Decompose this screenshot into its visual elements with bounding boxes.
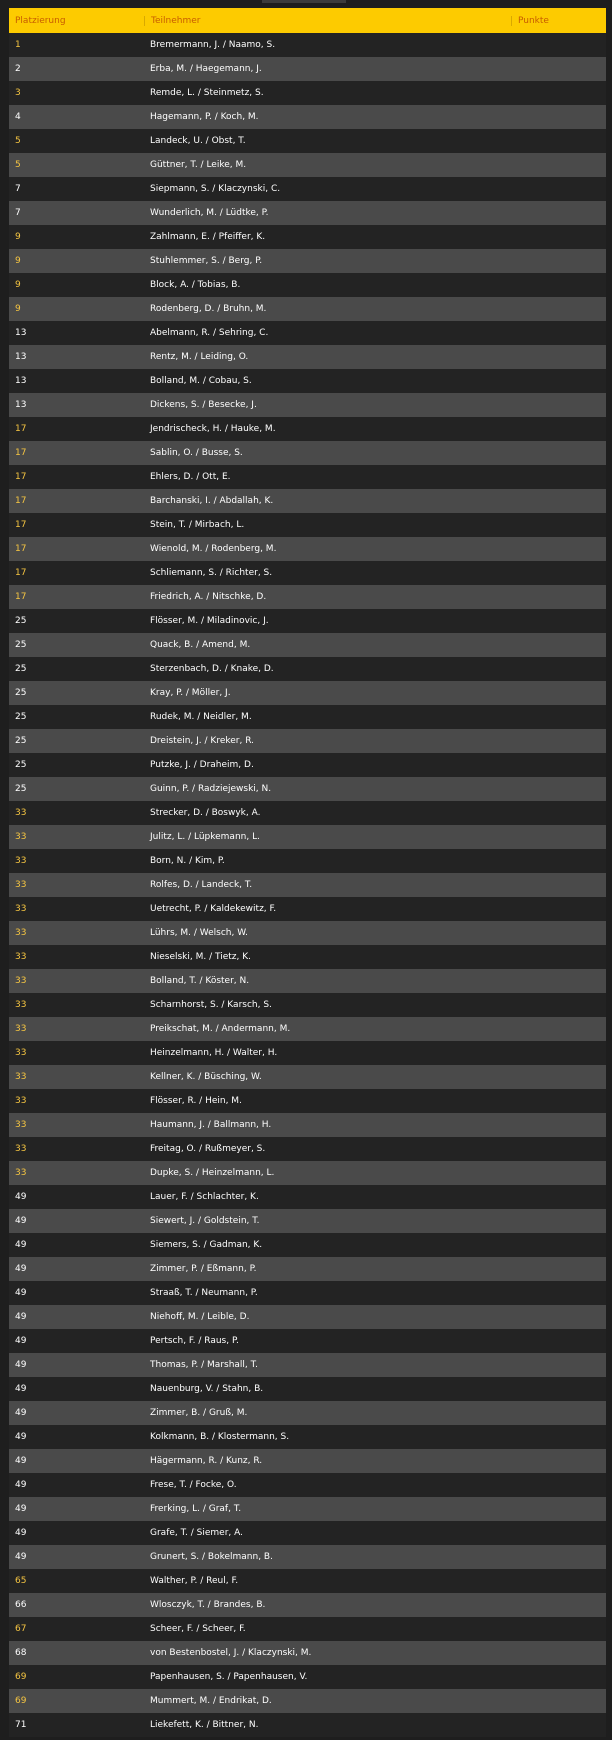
table-row <box>9 729 606 753</box>
participants-cell: Grafe, T. / Siemer, A. <box>150 1528 243 1538</box>
table-row <box>9 1377 606 1401</box>
place-cell: 33 <box>15 832 27 842</box>
place-cell: 49 <box>15 1216 27 1226</box>
participants-cell: Wlosczyk, T. / Brandes, B. <box>150 1600 266 1610</box>
participants-cell: Siepmann, S. / Klaczynski, C. <box>150 184 281 194</box>
table-row <box>9 1089 606 1113</box>
table-row <box>9 417 606 441</box>
participants-cell: Ehlers, D. / Ott, E. <box>150 472 231 482</box>
place-cell: 13 <box>15 376 27 386</box>
place-cell: 69 <box>15 1672 27 1682</box>
table-row <box>9 1713 606 1737</box>
place-cell: 33 <box>15 1048 27 1058</box>
participants-cell: Heinzelmann, H. / Walter, H. <box>150 1048 278 1058</box>
participants-cell: Thomas, P. / Marshall, T. <box>150 1360 258 1370</box>
table-row <box>9 873 606 897</box>
participants-cell: Straaß, T. / Neumann, P. <box>150 1288 258 1298</box>
place-cell: 25 <box>15 688 27 698</box>
participants-cell: Flösser, M. / Miladinovic, J. <box>150 616 269 626</box>
table-row <box>9 561 606 585</box>
participants-cell: Lauer, F. / Schlachter, K. <box>150 1192 259 1202</box>
participants-cell: Siemers, S. / Gadman, K. <box>150 1240 263 1250</box>
table-row <box>9 945 606 969</box>
place-cell: 25 <box>15 712 27 722</box>
participants-cell: Pertsch, F. / Raus, P. <box>150 1336 239 1346</box>
table-row <box>9 441 606 465</box>
participants-cell: Haumann, J. / Ballmann, H. <box>150 1120 272 1130</box>
participants-cell: Jendrischeck, H. / Hauke, M. <box>150 424 276 434</box>
participants-cell: Flösser, R. / Hein, M. <box>150 1096 242 1106</box>
participants-cell: Rentz, M. / Leiding, O. <box>150 352 249 362</box>
place-cell: 5 <box>15 136 21 146</box>
place-cell: 33 <box>15 1024 27 1034</box>
place-cell: 33 <box>15 880 27 890</box>
table-row <box>9 657 606 681</box>
participants-cell: Barchanski, I. / Abdallah, K. <box>150 496 274 506</box>
table-row <box>9 297 606 321</box>
participants-cell: Rolfes, D. / Landeck, T. <box>150 880 253 890</box>
table-row <box>9 825 606 849</box>
participants-cell: Block, A. / Tobias, B. <box>150 280 241 290</box>
table-row <box>9 633 606 657</box>
participants-cell: Guinn, P. / Radziejewski, N. <box>150 784 272 794</box>
place-cell: 49 <box>15 1336 27 1346</box>
place-cell: 5 <box>15 160 21 170</box>
participants-cell: Bremermann, J. / Naamo, S. <box>150 40 276 50</box>
place-cell: 49 <box>15 1312 27 1322</box>
participants-cell: Strecker, D. / Boswyk, A. <box>150 808 261 818</box>
participants-cell: Remde, L. / Steinmetz, S. <box>150 88 264 98</box>
table-row <box>9 1257 606 1281</box>
participants-cell: Zahlmann, E. / Pfeiffer, K. <box>150 232 266 242</box>
participants-cell: Mummert, M. / Endrikat, D. <box>150 1696 272 1706</box>
place-cell: 17 <box>15 424 27 434</box>
participants-cell: Siewert, J. / Goldstein, T. <box>150 1216 260 1226</box>
place-cell: 17 <box>15 448 27 458</box>
place-cell: 7 <box>15 184 21 194</box>
header-punkte[interactable]: Punkte <box>511 16 606 26</box>
participants-cell: Scharnhorst, S. / Karsch, S. <box>150 1000 272 1010</box>
table-row <box>9 1065 606 1089</box>
place-cell: 33 <box>15 904 27 914</box>
table-row <box>9 1473 606 1497</box>
place-cell: 25 <box>15 616 27 626</box>
place-cell: 67 <box>15 1624 27 1634</box>
participants-cell: Dupke, S. / Heinzelmann, L. <box>150 1168 275 1178</box>
place-cell: 25 <box>15 784 27 794</box>
table-row <box>9 105 606 129</box>
table-row <box>9 1017 606 1041</box>
table-row <box>9 465 606 489</box>
table-body <box>9 33 606 1737</box>
table-row <box>9 1689 606 1713</box>
participants-cell: Liekefett, K. / Bittner, N. <box>150 1720 259 1730</box>
place-cell: 49 <box>15 1408 27 1418</box>
place-cell: 25 <box>15 760 27 770</box>
place-cell: 49 <box>15 1192 27 1202</box>
participants-cell: Erba, M. / Haegemann, J. <box>150 64 262 74</box>
place-cell: 17 <box>15 544 27 554</box>
table-row <box>9 57 606 81</box>
place-cell: 17 <box>15 520 27 530</box>
place-cell: 9 <box>15 280 21 290</box>
place-cell: 49 <box>15 1528 27 1538</box>
participants-cell: Scheer, F. / Scheer, F. <box>150 1624 246 1634</box>
participants-cell: Freitag, O. / Rußmeyer, S. <box>150 1144 266 1154</box>
table-row <box>9 1233 606 1257</box>
place-cell: 49 <box>15 1432 27 1442</box>
table-row <box>9 345 606 369</box>
place-cell: 2 <box>15 64 21 74</box>
participants-cell: Dreistein, J. / Kreker, R. <box>150 736 255 746</box>
results-table <box>9 8 606 1737</box>
place-cell: 33 <box>15 1120 27 1130</box>
place-cell: 33 <box>15 1072 27 1082</box>
header-platzierung[interactable]: Platzierung <box>15 15 66 26</box>
table-row <box>9 1521 606 1545</box>
place-cell: 17 <box>15 496 27 506</box>
place-cell: 33 <box>15 856 27 866</box>
table-row <box>9 705 606 729</box>
participants-cell: Sterzenbach, D. / Knake, D. <box>150 664 274 674</box>
participants-cell: Papenhausen, S. / Papenhausen, V. <box>150 1672 308 1682</box>
table-row <box>9 1137 606 1161</box>
participants-cell: Güttner, T. / Leike, M. <box>150 160 247 170</box>
place-cell: 25 <box>15 640 27 650</box>
place-cell: 9 <box>15 256 21 266</box>
place-cell: 13 <box>15 352 27 362</box>
table-row <box>9 1617 606 1641</box>
table-row <box>9 1281 606 1305</box>
participants-cell: Uetrecht, P. / Kaldekewitz, F. <box>150 904 277 914</box>
participants-cell: Hägermann, R. / Kunz, R. <box>150 1456 263 1466</box>
place-cell: 17 <box>15 592 27 602</box>
table-row <box>9 1161 606 1185</box>
table-row <box>9 369 606 393</box>
table-row <box>9 249 606 273</box>
table-row <box>9 1185 606 1209</box>
table-row <box>9 1545 606 1569</box>
participants-cell: Rodenberg, D. / Bruhn, M. <box>150 304 267 314</box>
participants-cell: Lührs, M. / Welsch, W. <box>150 928 248 938</box>
participants-cell: Niehoff, M. / Leible, D. <box>150 1312 250 1322</box>
place-cell: 3 <box>15 88 21 98</box>
participants-cell: Wunderlich, M. / Lüdtke, P. <box>150 208 269 218</box>
table-row <box>9 1041 606 1065</box>
table-row <box>9 681 606 705</box>
place-cell: 49 <box>15 1240 27 1250</box>
place-cell: 25 <box>15 736 27 746</box>
participants-cell: Frerking, L. / Graf, T. <box>150 1504 242 1514</box>
participants-cell: Hagemann, P. / Koch, M. <box>150 112 259 122</box>
participants-cell: Friedrich, A. / Nitschke, D. <box>150 592 267 602</box>
place-cell: 49 <box>15 1480 27 1490</box>
place-cell: 49 <box>15 1384 27 1394</box>
table-row <box>9 177 606 201</box>
participants-cell: Quack, B. / Amend, M. <box>150 640 251 650</box>
participants-cell: Preikschat, M. / Andermann, M. <box>150 1024 291 1034</box>
table-row <box>9 129 606 153</box>
participants-cell: Abelmann, R. / Sehring, C. <box>150 328 269 338</box>
participants-cell: Bolland, M. / Cobau, S. <box>150 376 252 386</box>
table-row <box>9 1329 606 1353</box>
place-cell: 71 <box>15 1720 27 1730</box>
participants-cell: Dickens, S. / Besecke, J. <box>150 400 257 410</box>
participants-cell: Grunert, S. / Bokelmann, B. <box>150 1552 273 1562</box>
place-cell: 66 <box>15 1600 27 1610</box>
table-row <box>9 153 606 177</box>
table-row <box>9 489 606 513</box>
participants-cell: Julitz, L. / Lüpkemann, L. <box>150 832 260 842</box>
participants-cell: Stein, T. / Mirbach, L. <box>150 520 245 530</box>
place-cell: 33 <box>15 1144 27 1154</box>
place-cell: 49 <box>15 1288 27 1298</box>
table-row <box>9 1497 606 1521</box>
place-cell: 49 <box>15 1504 27 1514</box>
table-row <box>9 969 606 993</box>
participants-cell: Nieselski, M. / Tietz, K. <box>150 952 251 962</box>
table-row <box>9 1665 606 1689</box>
place-cell: 17 <box>15 568 27 578</box>
place-cell: 69 <box>15 1696 27 1706</box>
place-cell: 65 <box>15 1576 27 1586</box>
table-row <box>9 1593 606 1617</box>
table-row <box>9 393 606 417</box>
table-row <box>9 993 606 1017</box>
participants-cell: Nauenburg, V. / Stahn, B. <box>150 1384 264 1394</box>
table-row <box>9 273 606 297</box>
table-row <box>9 1305 606 1329</box>
place-cell: 33 <box>15 976 27 986</box>
table-row <box>9 81 606 105</box>
table-row <box>9 321 606 345</box>
participants-cell: Bolland, T. / Köster, N. <box>150 976 250 986</box>
participants-cell: Kray, P. / Möller, J. <box>150 688 231 698</box>
participants-cell: Sablin, O. / Busse, S. <box>150 448 243 458</box>
table-row <box>9 1449 606 1473</box>
table-row <box>9 513 606 537</box>
place-cell: 33 <box>15 808 27 818</box>
table-row <box>9 225 606 249</box>
table-row <box>9 537 606 561</box>
participants-cell: Kellner, K. / Büsching, W. <box>150 1072 262 1082</box>
table-row <box>9 897 606 921</box>
table-row <box>9 1641 606 1665</box>
place-cell: 13 <box>15 328 27 338</box>
header-teilnehmer[interactable]: Teilnehmer <box>144 16 511 26</box>
place-cell: 1 <box>15 40 21 50</box>
table-row <box>9 585 606 609</box>
participants-cell: Zimmer, P. / Eßmann, P. <box>150 1264 257 1274</box>
table-row <box>9 33 606 57</box>
table-row <box>9 1401 606 1425</box>
place-cell: 33 <box>15 952 27 962</box>
table-row <box>9 609 606 633</box>
place-cell: 68 <box>15 1648 27 1658</box>
place-cell: 9 <box>15 304 21 314</box>
place-cell: 49 <box>15 1360 27 1370</box>
table-row <box>9 1113 606 1137</box>
participants-cell: Walther, P. / Reul, F. <box>150 1576 239 1586</box>
participants-cell: Stuhlemmer, S. / Berg, P. <box>150 256 263 266</box>
participants-cell: Frese, T. / Focke, O. <box>150 1480 237 1490</box>
top-tab-indicator <box>262 0 346 3</box>
participants-cell: Wienold, M. / Rodenberg, M. <box>150 544 277 554</box>
place-cell: 49 <box>15 1552 27 1562</box>
place-cell: 7 <box>15 208 21 218</box>
place-cell: 33 <box>15 1000 27 1010</box>
table-header <box>9 8 606 33</box>
table-row <box>9 1209 606 1233</box>
participants-cell: Kolkmann, B. / Klostermann, S. <box>150 1432 290 1442</box>
place-cell: 4 <box>15 112 21 122</box>
participants-cell: von Bestenbostel, J. / Klaczynski, M. <box>150 1648 312 1658</box>
table-row <box>9 1425 606 1449</box>
table-row <box>9 201 606 225</box>
participants-cell: Landeck, U. / Obst, T. <box>150 136 246 146</box>
participants-cell: Schliemann, S. / Richter, S. <box>150 568 273 578</box>
table-row <box>9 777 606 801</box>
place-cell: 33 <box>15 1096 27 1106</box>
place-cell: 17 <box>15 472 27 482</box>
place-cell: 25 <box>15 664 27 674</box>
table-row <box>9 801 606 825</box>
place-cell: 33 <box>15 1168 27 1178</box>
table-row <box>9 1353 606 1377</box>
place-cell: 13 <box>15 400 27 410</box>
participants-cell: Born, N. / Kim, P. <box>150 856 225 866</box>
participants-cell: Rudek, M. / Neidler, M. <box>150 712 252 722</box>
participants-cell: Zimmer, B. / Gruß, M. <box>150 1408 248 1418</box>
place-cell: 49 <box>15 1264 27 1274</box>
place-cell: 33 <box>15 928 27 938</box>
table-row <box>9 921 606 945</box>
place-cell: 49 <box>15 1456 27 1466</box>
table-row <box>9 753 606 777</box>
participants-cell: Putzke, J. / Draheim, D. <box>150 760 254 770</box>
table-row <box>9 849 606 873</box>
table-row <box>9 1569 606 1593</box>
place-cell: 9 <box>15 232 21 242</box>
